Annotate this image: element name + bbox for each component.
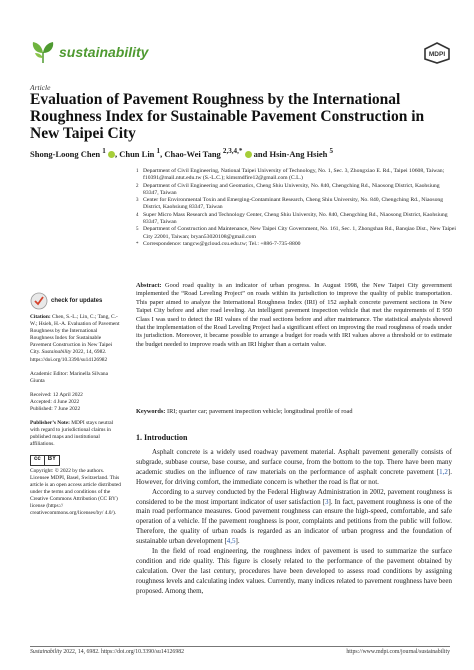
citation-label: Citation: [30, 314, 51, 320]
affiliation-item [136, 168, 456, 183]
affiliation-number: 3 [136, 198, 139, 204]
citation-block [30, 314, 122, 364]
affiliation-text: Center for Environmental Toxin and Emerging-Contaminant Research, Cheng Shiu University, No. 840, Chengching Rd., Niaosong District, Kaohsiung 83347, Taiwan [143, 197, 444, 211]
copyright-text: Copyright: © 2022 by the authors. Licensee MDPI, Basel, Switzerland. This article is an open access article distributed under the terms and conditions of the Creative Commons Attribution (CC BY) license (https:// creativecommons.org/licenses/by/ 4.0/). [30, 467, 122, 517]
footer-doi-link[interactable]: 2022, 14, 6982. https://doi.org/10.3390/su14126982 [63, 649, 185, 655]
author-name: Chao-Wei Tang [164, 148, 221, 159]
received-date: Received: 12 April 2022 [30, 391, 83, 398]
abstract-text: Good road quality is an indicator of urban progress. In August 1998, the New Taipei City government implemented the “Road Leveling Project” on roads within its jurisdiction to improve the quality of public transportation. This paper aimed to analyze the International Roughness Index (IRI) of 152 asphalt concrete pavement sections in New Taipei City before and after road leveling. An intelligent pavement inspection vehicle that met the requirements of E 950 Class I was used to detect the IRI values of the road sections before and after maintenance. The statistical analysis showed that the implementation of the Road Leveling Project had a significant effect on improving the road roughness of roads under its jurisdiction. Moreover, it became possible to arrange a budget for roads with IRI values above a threshold or to estimate the budget needed to improve roads with an IRI higher than a certain value. [136, 282, 452, 348]
author-affil-mark: 5 [329, 147, 334, 155]
footer-citation [30, 649, 184, 655]
affiliation-item [136, 226, 456, 241]
footer-journal: Sustainability [30, 649, 62, 655]
paragraph-text: Asphalt concrete is a widely used roadway pavement material. Asphalt pavement generally consists of subgrade, subbase course, base course, and surface course, from the bottom to the top. There have been many academic studies on the influence of raw materials on the performance of asphalt concrete pavement [ [136, 448, 452, 476]
affiliation-number: * [136, 241, 139, 247]
paragraph-text: ]. However, for driving comfort, the immediate concern is whether the road is flat or not. [136, 467, 452, 486]
leaf-logo-icon [30, 40, 56, 64]
mdpi-logo-icon[interactable] [424, 42, 450, 64]
published-date: Published: 7 June 2022 [30, 406, 81, 413]
affiliation-list [136, 168, 456, 248]
paragraph: In the field of road engineering, the roughness index of pavement is used to summarize the surface condition and ride quality. This figure is closely related to the performance of the pavement obtained by calculation. Over the last century, procedures have been developed to assess road conditions by assigning roughness levels and calculating index values. Currently, many indices related to pavement roughness have been proposed. Among them, [136, 547, 452, 595]
editor-label: Academic Editor: [30, 370, 69, 377]
affiliation-item [136, 183, 456, 198]
citation-text: Chen, S.-L.; Lin, C.; Tang, C.-W.; Hsieh, H.-A. Evaluation of Pavement Roughness by the International Roughness Index for Sustainable Pavement Construction in New Taipei City. [30, 314, 120, 356]
journal-header [30, 40, 450, 66]
reference-link[interactable]: 4,5 [226, 537, 236, 546]
affiliation-text: Department of Construction and Maintenance, New Taipei City Government, No. 161, Sec. 1, Zhongshan Rd., Banqiao Dist., New Taipei City 22001, Taiwan; bryan53020108@gmail.com [143, 226, 457, 240]
journal-logo[interactable] [30, 40, 148, 64]
keywords-label: Keywords: [136, 408, 166, 415]
affiliation-text: Department of Civil Engineering, National Taipei University of Technology, No. 1, Sec. 3, Zhongxiao E. Rd., Taipei 10608, Taiwan; f10391@mail.ntut.edu.tw (S.-L.C.); kimsmdfire12@gmail.com (C.L.) [143, 168, 445, 182]
by-logo-text: BY [45, 455, 60, 466]
accepted-date: Accepted: 4 June 2022 [30, 398, 80, 405]
affiliation-item [136, 197, 456, 212]
affiliation-number: 5 [136, 227, 139, 233]
author-affil-mark: 1 [102, 147, 106, 155]
author-name: Shong-Loong Chen [30, 148, 101, 159]
paragraph [136, 488, 452, 547]
author-list: Shong-Loong Chen $^1$ , Chun Lin $^1$, Chao-Wei Tang $^{2,3,4,*}$ and Hsin-Ang Hsieh $^5$ [30, 147, 334, 159]
article-type: Article [30, 83, 51, 92]
paragraph-text: According to a survey conducted by the Federal Highway Administration in 2002, pavement roughness is considered to be the most important indicator of user satisfaction [ [136, 487, 452, 506]
citation-doi-link[interactable]: 2022, 14, 6982. https://doi.org/10.3390/su14126982 [30, 349, 108, 363]
paragraph-text: ]. In fact, pavement roughness is one of the main road performance measures. Good pavement roughness can ensure the high-speed, comfortable, and safe operation of a vehicle. If the pavement roughness is poor, complaints and petitions from the public will follow. Therefore, the quality of urban roads is regarded as an indicator of urban progress and the foundation of sustainable urban development [ [136, 497, 452, 546]
correspondence-item [136, 241, 456, 248]
keywords [136, 408, 452, 416]
affiliation-item [136, 212, 456, 227]
paper-title: Evaluation of Pavement Roughness by the International Roughness Index for Sustainable Pavement Construction in New Taipei City [30, 91, 425, 142]
check-updates-label: check for updates [51, 297, 103, 304]
mdpi-logo-text: MDPI [428, 51, 446, 58]
affiliation-number: 1 [136, 169, 139, 174]
affiliation-number: 4 [136, 212, 139, 218]
author-affil-mark: 1 [156, 147, 161, 155]
author-name: Chun Lin [119, 148, 155, 159]
author-name: Hsin-Ang Hsieh [269, 148, 328, 159]
reference-link[interactable]: 1,2 [439, 467, 448, 476]
author-affil-mark: 2,3,4,* [222, 147, 243, 155]
orcid-icon[interactable] [108, 151, 115, 158]
abstract-label: Abstract: [136, 282, 162, 289]
footer-divider [30, 646, 450, 647]
cc-logo-text: cc [30, 455, 45, 466]
publisher-note [30, 420, 122, 448]
correspondence-text: Correspondence: tangcw@gcloud.csu.edu.tw; Tel.: +886-7-735-8800 [143, 240, 301, 247]
check-updates-icon [30, 292, 48, 310]
paragraph [136, 448, 452, 488]
publisher-note-label: Publisher’s Note: [30, 420, 70, 427]
editor-block [30, 371, 122, 385]
affiliation-text: Department of Civil Engineering and Geomatics, Cheng Shiu University, No. 840, Chengching Rd., Niaosong District, Kaohsiung 83347, Taiwan [143, 182, 440, 196]
editor-name: Marinella Silvana Giunta [30, 370, 109, 384]
check-for-updates-button[interactable] [30, 292, 122, 310]
publisher-note-text: MDPI stays neutral with regard to jurisdictional claims in published maps and institutional affiliations. [30, 420, 114, 448]
affiliation-number: 2 [136, 183, 139, 189]
citation-journal: Sustainability [41, 349, 72, 356]
paragraph-text: ]. [235, 537, 240, 546]
section-heading: 1. Introduction [136, 433, 188, 442]
affiliation-text: Super Micro Mass Research and Technology Center, Cheng Shiu University, No. 840, Chengching Rd., Niaosong District, Kaohsiung 83347, Taiwan [143, 211, 448, 226]
footer-journal-url[interactable]: https://www.mdpi.com/journal/sustainability [346, 649, 450, 655]
orcid-icon[interactable] [245, 151, 252, 158]
journal-name: sustainability [59, 44, 149, 60]
article-sidebar [30, 292, 122, 517]
reference-link[interactable]: 3 [325, 497, 329, 506]
abstract [136, 282, 452, 349]
cc-by-license-badge[interactable] [30, 455, 122, 466]
dates-block [30, 392, 122, 413]
introduction-body [136, 448, 452, 597]
keywords-text: IRI; quarter car; pavement inspection vehicle; longitudinal profile of road [166, 408, 353, 415]
